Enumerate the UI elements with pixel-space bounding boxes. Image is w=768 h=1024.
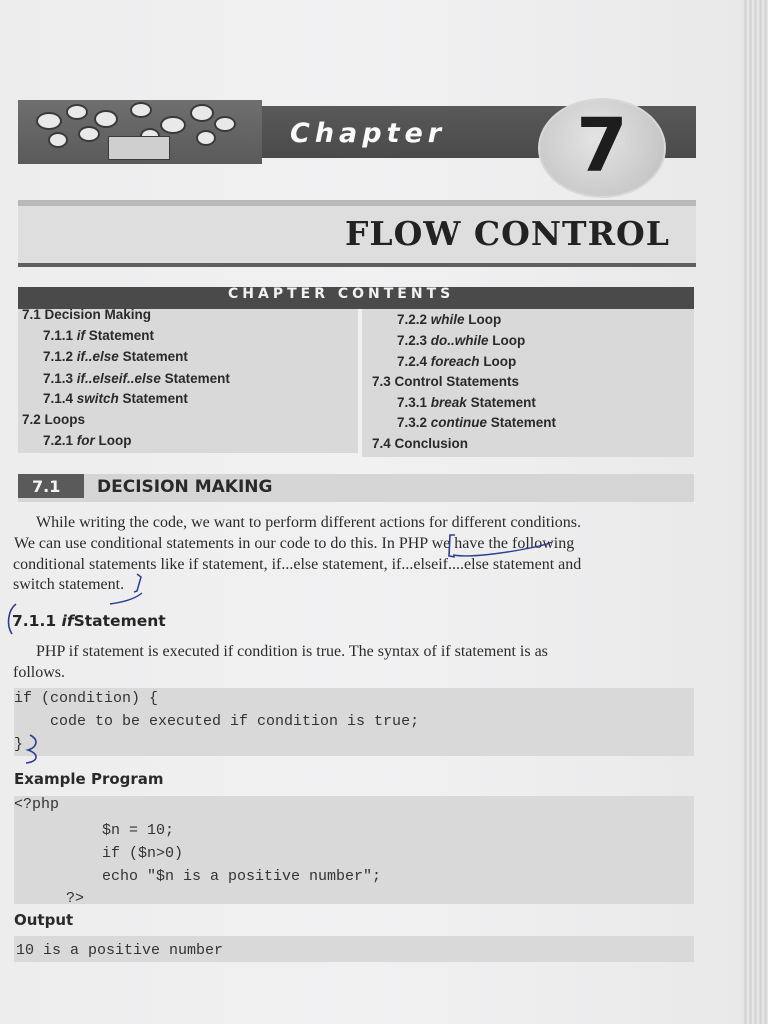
code-line: if ($n>0) bbox=[30, 845, 184, 862]
title-rule-bottom bbox=[18, 263, 696, 267]
page-stack-edge bbox=[742, 0, 768, 1024]
subsection-title: 7.1.1 ifStatement bbox=[12, 612, 166, 630]
toc-item: 7.1 Decision Making bbox=[22, 307, 152, 322]
toc-item: 7.2.4 foreach Loop bbox=[397, 354, 517, 369]
section-title: DECISION MAKING bbox=[97, 477, 273, 497]
toc-item: 7.2 Loops bbox=[22, 412, 86, 427]
toc-item: 7.2.2 while Loop bbox=[397, 312, 502, 327]
code-line: ?> bbox=[30, 890, 85, 907]
chapter-label: Chapter bbox=[290, 118, 447, 149]
toc-item: 7.2.3 do..while Loop bbox=[397, 333, 526, 348]
toc-item: 7.2.1 for Loop bbox=[43, 433, 132, 448]
code-line: code to be executed if condition is true; bbox=[14, 713, 420, 730]
code-line: echo "$n is a positive number"; bbox=[30, 868, 382, 885]
chapter-title: FLOW CONTROL bbox=[344, 214, 670, 253]
toc-item: 7.3 Control Statements bbox=[372, 374, 520, 389]
toc-item: 7.1.3 if..elseif..else Statement bbox=[43, 371, 230, 386]
toc-item: 7.3.1 break Statement bbox=[397, 395, 536, 410]
contents-heading: CHAPTER CONTENTS bbox=[228, 286, 455, 302]
code-line: if (condition) { bbox=[14, 690, 159, 707]
chapter-number: 7 bbox=[576, 103, 628, 189]
banner-illustration bbox=[18, 100, 262, 164]
toc-item: 7.3.2 continue Statement bbox=[397, 415, 557, 430]
example-program-label: Example Program bbox=[14, 770, 164, 788]
output-text: 10 is a positive number bbox=[16, 942, 224, 959]
toc-item: 7.1.4 switch Statement bbox=[43, 391, 188, 406]
output-label: Output bbox=[14, 911, 74, 929]
toc-item: 7.1.1 if Statement bbox=[43, 328, 155, 343]
toc-item: 7.4 Conclusion bbox=[372, 436, 469, 451]
section-paragraph-line: We can use conditional statements in our code to do this. In PHP we have the following bbox=[14, 535, 575, 552]
subsection-paragraph-line: follows. bbox=[13, 664, 65, 681]
section-paragraph-line: conditional statements like if statement, if...else statement, if...elseif....else statement and bbox=[13, 556, 582, 573]
code-line: $n = 10; bbox=[30, 822, 175, 839]
code-line: } bbox=[14, 736, 24, 753]
chapter-number-badge bbox=[538, 98, 666, 198]
section-paragraph-line: switch statement. bbox=[13, 576, 125, 593]
section-paragraph-line: While writing the code, we want to perform different actions for different conditions. bbox=[36, 514, 582, 531]
code-line: <?php bbox=[14, 796, 60, 813]
subsection-paragraph-line: PHP if statement is executed if condition is true. The syntax of if statement is as bbox=[36, 643, 548, 660]
section-number: 7.1 bbox=[32, 477, 61, 496]
toc-item: 7.1.2 if..else Statement bbox=[43, 349, 188, 364]
